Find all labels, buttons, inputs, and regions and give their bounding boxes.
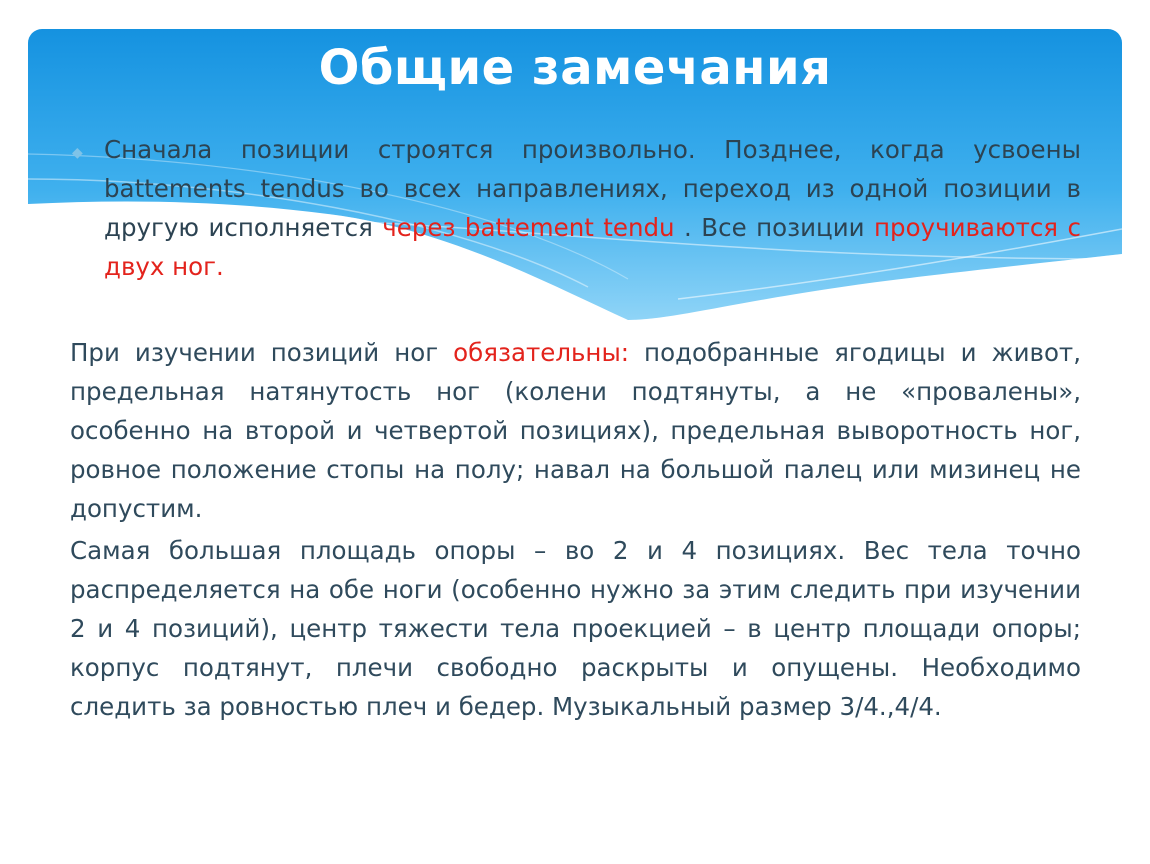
paragraph1-text-b: . Все позиции [674,213,875,242]
diamond-bullet-icon: ◆ [72,145,83,161]
paragraph1-text-a: Сначала позиции строятся произвольно. Позднее, когда усвоены battements tendus во всех направлениях, переход из одной позиции в другую исполняется [104,135,1081,242]
paragraph2-highlight: обязательны: [453,338,630,367]
paragraph-positions [104,130,1081,286]
paragraph2-text-a: При изучении позиций ног [70,338,454,367]
paragraph1-highlight-a: через battement tendu [382,213,675,242]
paragraph2-text-b: подобранные ягодицы и живот, предельная натянутость ног (колени подтянуты, а не «провалены», особенно на второй и четвертой позициях), предельная выворотность ног, ровное положение стопы на полу; навал на большой палец или мизинец не допустим. [70,338,1081,523]
slide-title: Общие замечания [318,40,832,96]
paragraph1-highlight-b: проучиваются с двух ног. [104,213,1081,281]
paragraph-support-area: Самая большая площадь опоры – во 2 и 4 позициях. Вес тела точно распределяется на обе ноги (особенно нужно за этим следить при изучении 2 и 4 позиций), центр тяжести тела проекцией – в центр площади опоры; корпус подтянут, плечи свободно раскрыты и опущены. Необходимо следить за ровностью плеч и бедер. Музыкальный размер 3/4.,4/4. [70,536,1081,721]
paragraph-requirements [70,333,1081,528]
